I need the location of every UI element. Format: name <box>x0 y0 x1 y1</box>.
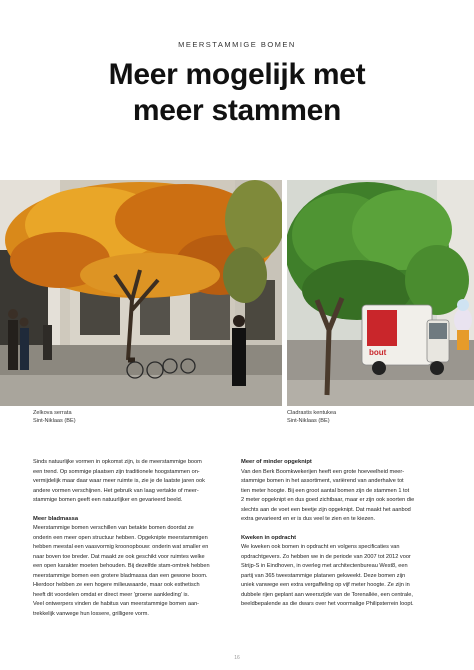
caption-right <box>287 409 336 425</box>
page-number: 16 <box>234 655 240 661</box>
caption-left <box>33 409 76 425</box>
body-line: Meerstammige bomen verschillen van betakte bomen doordat ze <box>33 525 194 531</box>
intro-line: andere vormen verschijnen. Het gebruik van laag vertakte of meer- <box>33 487 199 494</box>
section-heading-kweken-in-opdracht: Kweken in opdracht <box>241 534 297 541</box>
body-line: We kweken ook bomen in opdracht en volgens specificaties van <box>241 544 400 550</box>
section-kicker: MEERSTAMMIGE BOMEN <box>178 40 296 49</box>
caption-left-location: Sint-Niklaas (BE) <box>33 418 76 424</box>
intro-line: Sinds natuurlijke vormen in opkomst zijn, is de meerstammige boom <box>33 459 202 465</box>
body-line: hebben meestal een vaasvormig kroonopbouw: onderin wat smaller en <box>33 544 209 550</box>
body-line: heeft dit voordelen omdat er direct meer 'groene aankleding' is. <box>33 591 190 598</box>
body-line: slechts aan de voet een beetje zijn opgeknipt. Dat maakt het aanbod <box>241 506 411 513</box>
body-line: extra gevarieerd en er is dus veel te zien en te kiezen. <box>241 516 376 522</box>
body-line: naar boven toe breder. Dat maakt ze ook geschikt voor ruimtes welke <box>33 553 205 560</box>
body-line: trekkelijk vanwege hun lossere, grilligere vorm. <box>33 610 149 617</box>
van-brand-text: bout <box>369 348 387 357</box>
body-line: stammige bomen in het assortiment, variërend van anderhalve tot <box>241 478 404 484</box>
page-title <box>0 57 474 129</box>
body-line: onderin een meer open structuur hebben. Opgeknipte meerstammigen <box>33 534 208 541</box>
text-column-right <box>241 458 441 610</box>
intro-line: vermijdelijk maar daar waar meer ruimte is, zie je de laatste jaren ook <box>33 478 205 484</box>
caption-right-species: Cladrastis kentukea <box>287 410 337 416</box>
section-heading-opgeknipt: Meer of minder opgeknipt <box>241 459 312 465</box>
body-line: partij van 365 tweestammige platanen gekweekt. Deze bomen zijn <box>241 572 406 579</box>
intro-line: een trend. Op sommige plaatsen zijn traditionele hoogstammen on- <box>33 468 200 475</box>
photo-cladrastis-street <box>287 180 474 406</box>
body-line: dubbele rijen geplant aan weerszijde van de Torenallée, een centrale, <box>241 591 413 598</box>
title-line-1: Meer mogelijk met <box>108 58 366 91</box>
body-line: tien meter hoogte. Bij een groot aantal bomen zijn de stammen 1 tot <box>241 487 410 494</box>
body-line: opdrachtgevers. Zo hebben we in de periode van 2007 tot 2012 voor <box>241 553 411 560</box>
body-line: Hierdoor hebben ze een hogere milieuwaarde, maar ook esthetisch <box>33 582 200 588</box>
body-line: uniek vanwege een extra vergaffeling op vijf meter hoogte. Ze zijn in <box>241 582 410 588</box>
text-column-left <box>33 458 233 619</box>
caption-right-location: Sint-Niklaas (BE) <box>287 418 330 424</box>
body-line: meerstammige bomen een grotere bladmassa dan een gewone boom. <box>33 572 208 579</box>
body-line: 2 meter opgeknipt en dus goed zichtbaar, maar er zijn ook soorten die <box>241 497 415 503</box>
body-line: Van den Berk Boomkwekerijen heeft een grote hoeveelheid meer- <box>241 468 405 475</box>
body-line: beeldbepalende as die dwars over het voormalige Philipsterrein loopt. <box>241 601 414 607</box>
body-line: een open karakter moeten behouden. Bij dezelfde stam-omtrek hebben <box>33 563 210 569</box>
title-line-2: meer stammen <box>132 94 342 127</box>
intro-line: stammige bomen geeft een natuurlijker en gevarieerd beeld. <box>33 497 183 503</box>
body-line: Veel ontwerpers vinden de habitus van meerstammige bomen aan- <box>33 601 200 607</box>
caption-left-species: Zelkova serrata <box>33 410 72 416</box>
body-line: Strijp-S in Eindhoven, in overleg met architectenbureau West8, een <box>241 563 408 569</box>
photo-zelkova-street <box>0 180 282 406</box>
section-heading-meer-bladmassa: Meer bladmassa <box>33 515 79 522</box>
